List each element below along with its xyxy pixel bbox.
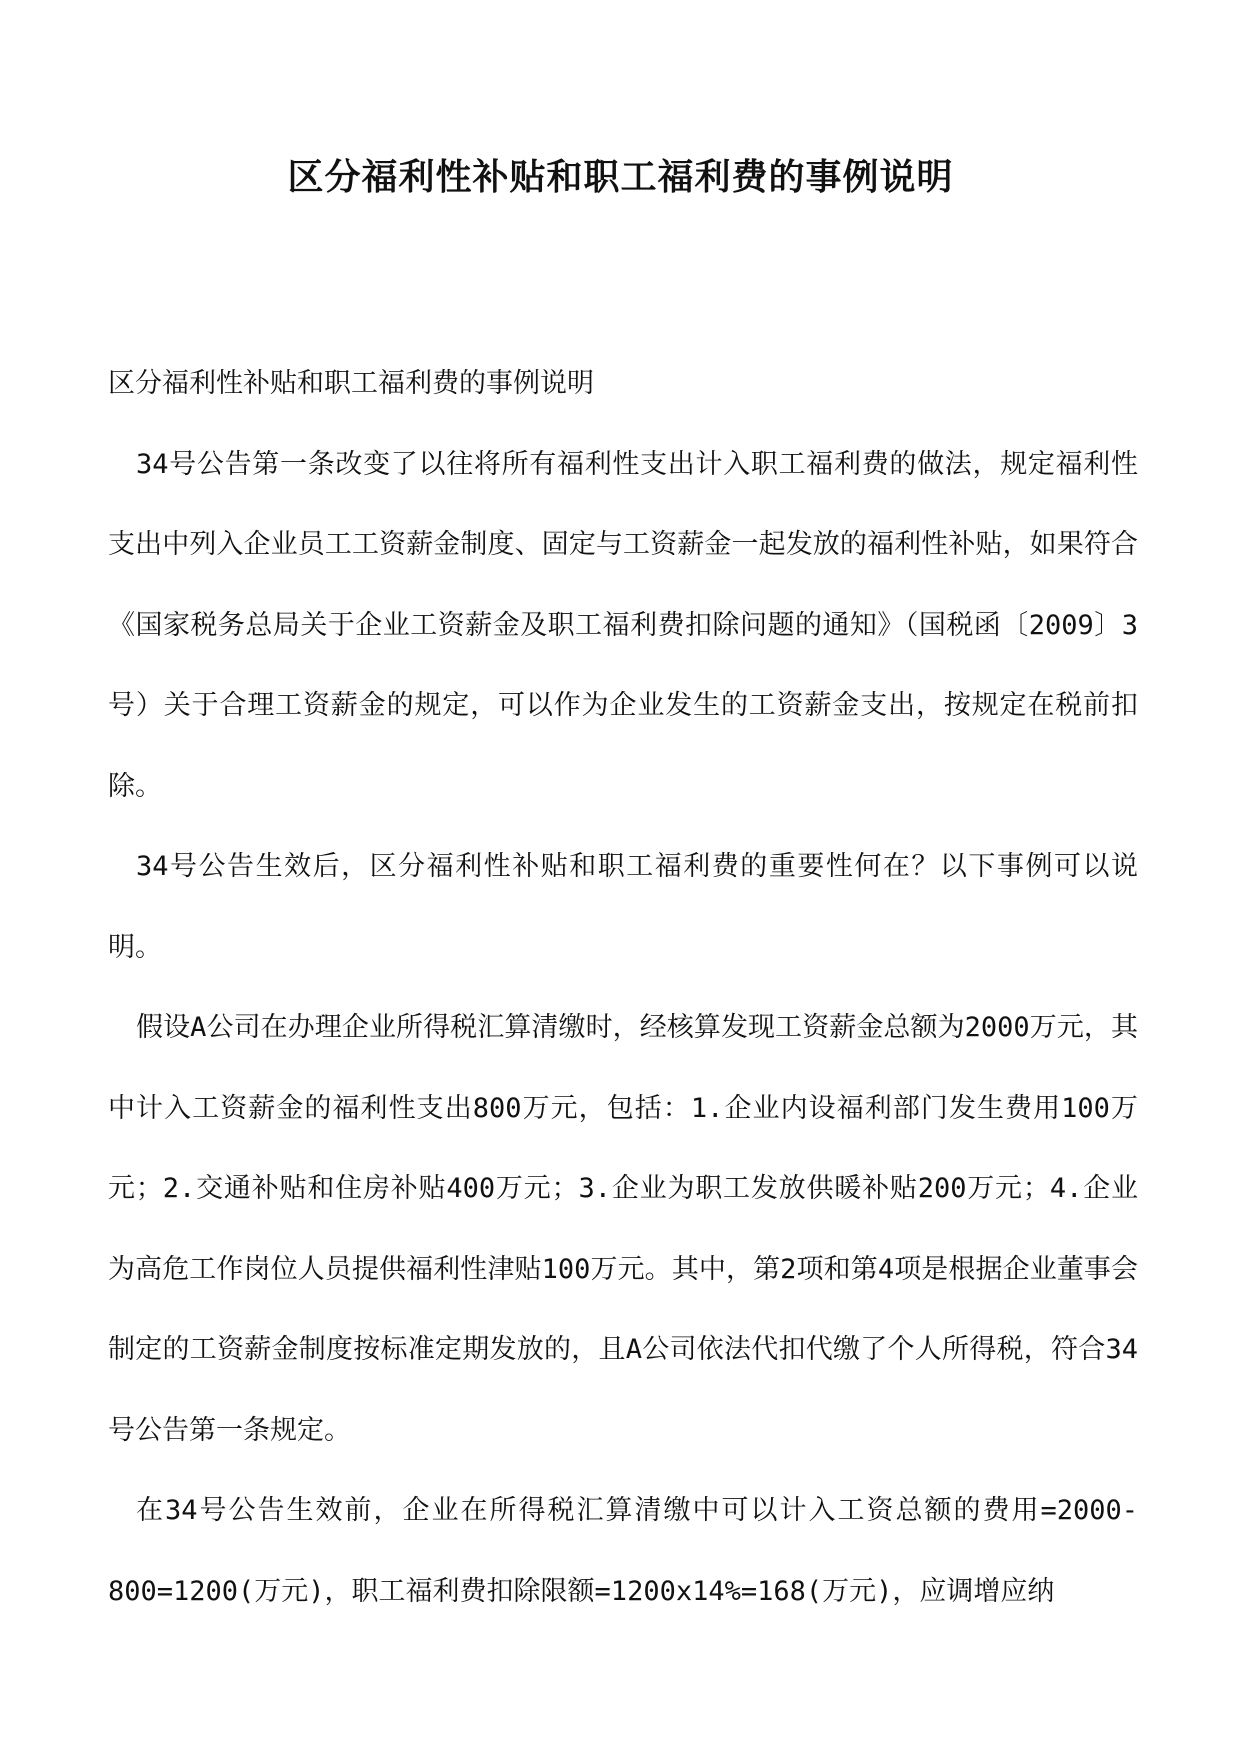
document-title: 区分福利性补贴和职工福利费的事例说明 (287, 156, 954, 198)
paragraph-1: 34号公告第一条改变了以往将所有福利性支出计入职工福利费的做法，规定福利性支出中列入企业员工工资薪金制度、固定与工资薪金一起发放的福利性补贴，如果符合《国家税务总局关于企业工资薪金及职工福利费扣除问题的通知》（国税函〔2009〕3号）关于合理工资薪金的规定，可以作为企业发生的工资薪金支出，按规定在税前扣除。 (108, 448, 1138, 802)
document-subtitle: 区分福利性补贴和职工福利费的事例说明 (108, 368, 594, 399)
paragraph-2: 34号公告生效后，区分福利性补贴和职工福利费的重要性何在？以下事例可以说明。 (108, 851, 1138, 963)
paragraph-4: 在34号公告生效前，企业在所得税汇算清缴中可以计入工资总额的费用=2000-800=1200(万元)，职工福利费扣除限额=1200x14%=168(万元)，应调增应纳 (108, 1495, 1138, 1607)
paragraph-3: 假设A公司在办理企业所得税汇算清缴时，经核算发现工资薪金总额为2000万元，其中计入工资薪金的福利性支出800万元，包括：1.企业内设福利部门发生费用100万元；2.交通补贴和住房补贴400万元；3.企业为职工发放供暖补贴200万元；4.企业为高危工作岗位人员提供福利性津贴100万元。其中，第2项和第4项是根据企业董事会制定的工资薪金制度按标准定期发放的，且A公司依法代扣代缴了个人所得税，符合34号公告第一条规定。 (108, 1012, 1138, 1446)
document-body (108, 344, 1138, 1632)
